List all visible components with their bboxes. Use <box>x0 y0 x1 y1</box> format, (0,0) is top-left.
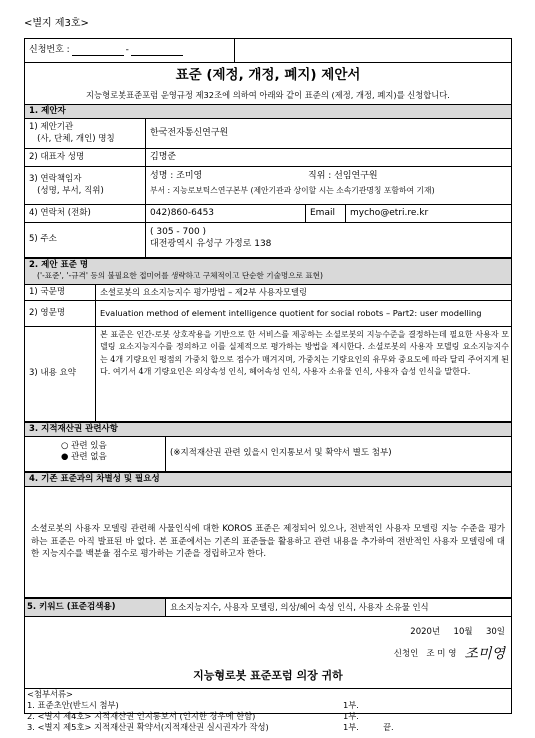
date-day: 30일 <box>485 627 505 637</box>
necessity-body: 소셜로봇의 사용자 모델링 관련해 사물인식에 대한 KOROS 표준은 제정되어 있으나, 전반적인 사용자 모델링 지능 수준을 평가하는 표준은 아직 발표된 바 없다. 본 표준에서는 기존의 표준들을 활용하고 관련 내용을 추가하여 전반적인 사용자 모델링에 대한 지능지수를 백분율 점수로 평가하는 기준을 정립하고자 한다. <box>31 523 505 560</box>
ip-note: (※지적재산권 관련 있을시 인지통보서 및 확약서 별도 첨부) <box>165 437 513 471</box>
application-no-field-1[interactable] <box>72 46 124 56</box>
phone-row <box>25 205 511 223</box>
attachment-item: 3. <별지 제5호> 지적재산권 확약서(지적재산권 실시권자가 작성) 1부. 끝. <box>27 721 394 732</box>
applicant-label: 신청인 <box>393 649 419 659</box>
section-1-heading: 1. 제안자 <box>29 105 66 116</box>
recipient: 지능형로봇 표준포럼 의장 귀하 <box>193 669 343 683</box>
application-no-row <box>25 39 511 63</box>
section-3-heading: 3. 지적재산권 관련사항 <box>29 423 118 434</box>
ip-row <box>25 437 511 473</box>
ip-option-yes[interactable]: ○ 관련 있음 <box>61 441 107 451</box>
contact-row <box>25 167 511 205</box>
org-row <box>25 119 511 149</box>
date-month: 10월 <box>453 627 473 637</box>
contact-dept: 부서 : 지능로보틱스연구본부 (제안기관과 상이할 시는 소속기관명칭 포함하여 기재) <box>150 186 435 195</box>
section-2-note: ('-표준', '-규격' 등의 불필요한 접미어를 생략하고 구체적이고 단순한 기술명으로 표현) <box>37 271 323 281</box>
en-name-row <box>25 301 511 327</box>
keyword-value: 요소지능지수, 사용자 모델링, 의상/헤어 속성 인식, 사용자 소유물 인식 <box>165 599 513 616</box>
email-value: mycho@etri.re.kr <box>345 205 513 222</box>
applicant-signature: 조미영 <box>464 646 505 662</box>
summary-value: 본 표준은 인간-로봇 상호작용을 기반으로 한 서비스를 제공하는 소셜로봇의 지능수준을 결정하는데 필요한 사용자 모델링 요소지능지수를 정의하고 이를 실제적으로 평가하는 방법을 제시한다. 소셜로봇의 사용자 모델링 요소지능지수는 4개 기량요인 평점의 가중치 합으로 점수가 매겨지며, 가중치는 기량요인의 유무와 중요도에 따라 달리 주어지게 된다. 여기서 4개 기량요인은 의상속성 인식, 헤어속성 인식, 사용자 소유물 인식, 사용자 습성 인식을 말한다. <box>95 327 513 421</box>
attachments <box>25 689 511 733</box>
contact-name: 성명 : 조미영 <box>150 171 203 181</box>
kr-name-label: 1) 국문명 <box>29 286 66 297</box>
rep-row <box>25 149 511 167</box>
application-no-separator: - <box>125 45 129 56</box>
email-label: Email <box>305 205 345 222</box>
date <box>410 625 505 637</box>
page-title: 표준 (제정, 개정, 폐지) 제안서 <box>175 66 361 83</box>
section-2-heading: 2. 제안 표준 명 <box>29 260 89 270</box>
contact-label: 3) 연락책임자 (성명, 부서, 직위) <box>29 174 104 196</box>
attachments-heading: <첨부서류> <box>27 689 73 699</box>
intro-text: 지능형로봇표준포럼 운영규정 제32조에 의하여 아래와 같이 표준의 (제정, 개정, 폐지)를 신청합니다. <box>86 89 450 100</box>
date-year: 2020년 <box>410 627 441 637</box>
attachments-end: 끝. <box>383 721 394 732</box>
address-row <box>25 223 511 259</box>
kr-name-value: 소셜로봇의 요소지능지수 평가방법 – 제2부 사용자모델링 <box>95 285 513 300</box>
proposal-form <box>24 38 512 732</box>
applicant-name: 조 미 영 <box>426 649 457 659</box>
org-value: 한국전자통신연구원 <box>145 119 513 148</box>
rep-label: 2) 대표자 성명 <box>29 151 85 162</box>
address-zip: ( 305 - 700 ) <box>150 227 207 237</box>
address-label: 5) 주소 <box>29 234 57 245</box>
application-no-label: 신청번호 : <box>29 45 70 56</box>
summary-label: 3) 내용 요약 <box>29 368 76 379</box>
en-name-label: 2) 영문명 <box>29 307 66 318</box>
section-5-heading: 5. 키워드 (표준검색용) <box>25 599 165 616</box>
keyword-row <box>25 599 511 617</box>
en-name-value: Evaluation method of element intelligence quotient for social robots – Part2: user modelling <box>95 301 513 326</box>
ip-option-no[interactable]: ● 관련 없음 <box>61 452 107 463</box>
rep-value: 김명준 <box>145 149 513 166</box>
address-value: 대전광역시 유성구 가정로 138 <box>150 239 272 250</box>
kr-name-row <box>25 285 511 301</box>
necessity-row <box>25 487 511 599</box>
phone-value: 042)860-6453 <box>145 205 305 222</box>
attachment-item: 2. <별지 제4호> 지적재산권 인지통보서 (인지한 경우에 한함) 1부. <box>27 710 359 721</box>
summary-row <box>25 327 511 423</box>
org-label: 1) 제안기관 (사, 단체, 개인) 명칭 <box>29 122 115 144</box>
section-4-heading: 4. 기존 표준과의 차별성 및 필요성 <box>29 473 160 484</box>
contact-position: 직위 : 선임연구원 <box>308 171 378 181</box>
phone-label: 4) 연락처 (전화) <box>29 207 91 218</box>
applicant <box>394 643 505 663</box>
attachment-item: 1. 표준초안(반드시 첨부) 1부. <box>27 699 359 710</box>
form-label: <별지 제3호> <box>24 18 89 29</box>
application-no-field-2[interactable] <box>131 46 183 56</box>
